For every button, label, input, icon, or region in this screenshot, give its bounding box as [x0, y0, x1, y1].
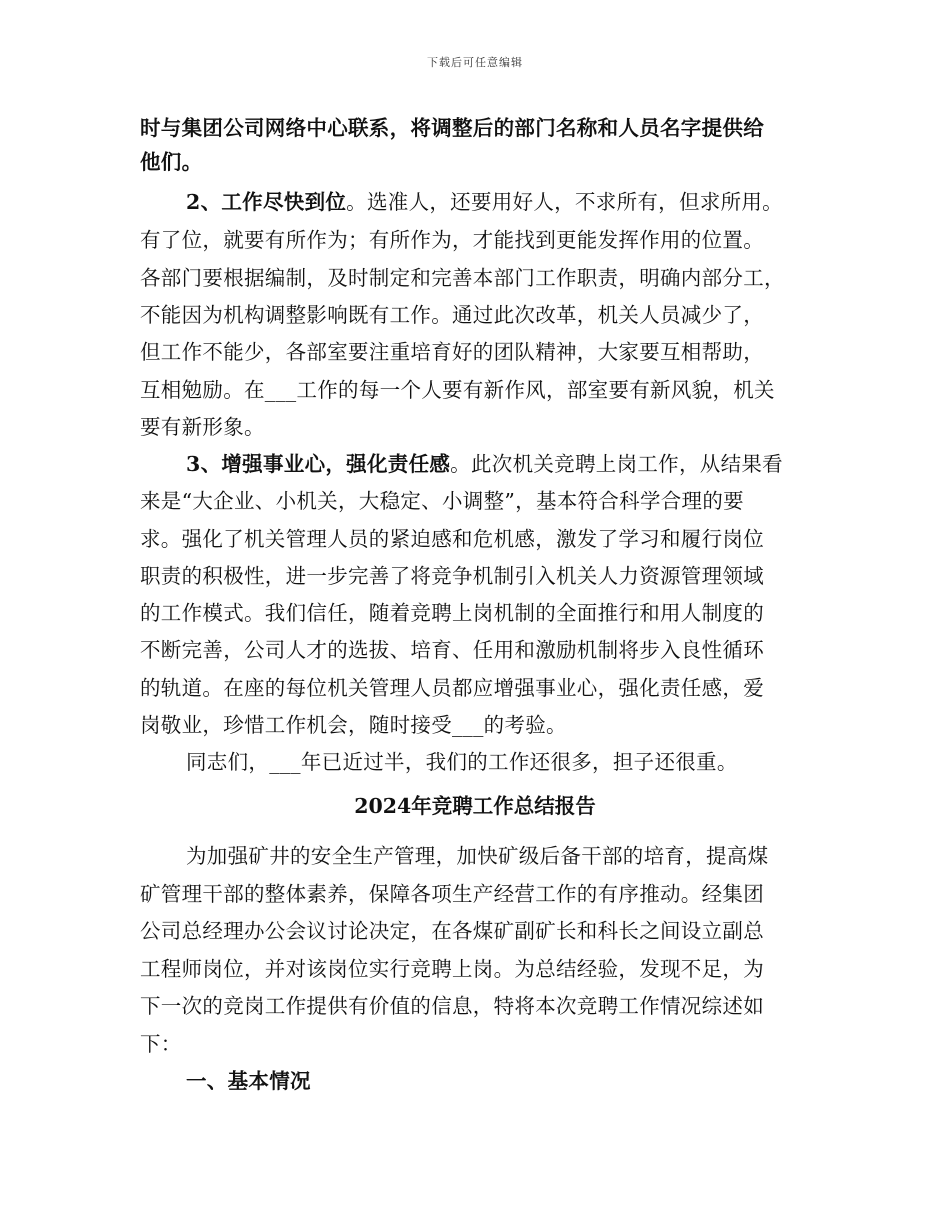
paragraph-line: 求。强化了机关管理人员的紧迫感和危机感，激发了学习和履行岗位: [140, 527, 764, 551]
paragraph-line: 的工作模式。我们信任，随着竞聘上岗机制的全面推行和用人制度的: [140, 601, 764, 625]
report-title: 2024年竞聘工作总结报告: [354, 794, 596, 818]
paragraph-line: 矿管理干部的整体素养，保障各项生产经营工作的有序推动。经集团: [140, 882, 764, 906]
paragraph-line: 他们。: [140, 150, 203, 174]
paragraph-line: 各部门要根据编制，及时制定和完善本部门工作职责，明确内部分工，: [140, 266, 785, 290]
paragraph-line: 职责的积极性，进一步完善了将竞争机制引入机关人力资源管理领域: [140, 564, 764, 588]
paragraph-line: 工程师岗位，并对该岗位实行竞聘上岗。为总结经验，发现不足，为: [140, 957, 764, 981]
paragraph-line: 但工作不能少，各部室要注重培育好的团队精神，大家要互相帮助，: [140, 340, 764, 364]
paragraph-line: 不能因为机构调整影响既有工作。通过此次改革，机关人员减少了，: [140, 303, 764, 327]
item-3-title: 3、增强事业心，强化责任感: [186, 452, 451, 476]
page-header: 下载后可任意编辑: [427, 56, 523, 69]
paragraph-line: 互相勉励。在___工作的每一个人要有新作风，部室要有新风貌，机关: [140, 378, 775, 402]
closing-line: 同志们，___年已近过半，我们的工作还很多，担子还很重。: [186, 750, 738, 774]
paragraph-line: 下：: [140, 1032, 182, 1056]
paragraph-line: 下一次的竞岗工作提供有价值的信息，特将本次竞聘工作情况综述如: [140, 994, 764, 1018]
item-3-text: 。此次机关竞聘上岗工作，从结果看: [450, 452, 783, 476]
item-3-first-line: [186, 451, 783, 477]
section-heading: 一、基本情况: [186, 1069, 311, 1093]
paragraph-line: 公司总经理办公会议讨论决定，在各煤矿副矿长和科长之间设立副总: [140, 919, 764, 943]
paragraph-line: 不断完善，公司人才的选拔、培育、任用和激励机制将步入良性循环: [140, 638, 764, 662]
paragraph-line: 来是“大企业、小机关，大稳定、小调整”，基本符合科学合理的要: [140, 489, 744, 513]
paragraph-line: 时与集团公司网络中心联系，将调整后的部门名称和人员名字提供给: [140, 116, 764, 140]
paragraph-line: 有了位，就要有所作为；有所作为，才能找到更能发挥作用的位置。: [140, 228, 764, 252]
item-2-first-line: [186, 189, 783, 215]
paragraph-line: 的轨道。在座的每位机关管理人员都应增强事业心，强化责任感，爱: [140, 676, 764, 700]
paragraph-line: 为加强矿井的安全生产管理，加快矿级后备干部的培育，提高煤: [186, 844, 769, 868]
paragraph-line: 岗敬业，珍惜工作机会，随时接受___的考验。: [140, 713, 567, 737]
item-2-text: 。选准人，还要用好人，不求所有，但求所用。: [346, 190, 783, 214]
item-2-title: 2、工作尽快到位: [186, 190, 347, 214]
paragraph-line: 要有新形象。: [140, 415, 265, 439]
